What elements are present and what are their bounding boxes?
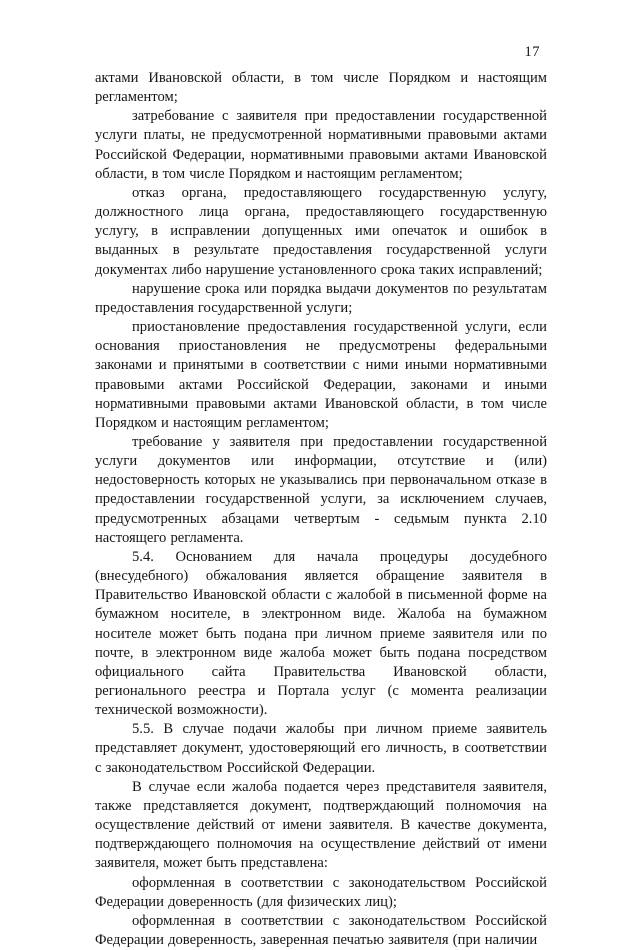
paragraph: затребование с заявителя при предоставлении государственной услуги платы, не предусмотренной нормативными правовыми актами Российской Федерации, нормативными правовыми актами Ивановской области, в том числе Порядком и настоящим регламентом;	[95, 108, 547, 182]
paragraph: требование у заявителя при предоставлении государственной услуги документов или информации, отсутствие и (или) недостоверность которых не указывались при первоначальном отказе в предоставлении государственной услуги, за исключением случаев, предусмотренных абзацами четвертым - седьмым пункта 2.10 настоящего регламента.	[95, 433, 547, 546]
paragraph: 5.5. В случае подачи жалобы при личном приеме заявитель представляет документ, удостоверяющий его личность, в соответствии с законодательством Российской Федерации.	[95, 721, 547, 776]
paragraph: нарушение срока или порядка выдачи документов по результатам предоставления государственной услуги;	[95, 280, 547, 316]
document-body	[95, 69, 547, 950]
page-number: 17	[524, 44, 540, 60]
paragraph: В случае если жалоба подается через представителя заявителя, также представляется документ, подтверждающий полномочия на осуществление действий от имени заявителя. В качестве документа, подтверждающего полномочия на осуществление действий от имени заявителя, может быть представлена:	[95, 778, 547, 872]
paragraph: 5.4. Основанием для начала процедуры досудебного (внесудебного) обжалования является обращение заявителя в Правительство Ивановской области с жалобой в письменной форме на бумажном носителе, в электронном виде. Жалоба на бумажном носителе может быть подана при личном приеме заявителя или по почте, в электронном виде жалоба может быть подана посредством официального сайта Правительства Ивановской области, регионального реестра и Портала услуг (с момента реализации технической возможности).	[95, 548, 547, 719]
paragraph: отказ органа, предоставляющего государственную услугу, должностного лица органа, предоставляющего государственную услугу, в исправлении допущенных ими опечаток и ошибок в выданных в результате предоставления государственной услуги документах либо нарушение установленного срока таких исправлений;	[95, 184, 547, 278]
paragraph: актами Ивановской области, в том числе Порядком и настоящим регламентом;	[95, 70, 547, 106]
paragraph: приостановление предоставления государственной услуги, если основания приостановления не предусмотрены федеральными законами и принятыми в соответствии с ними иными нормативными правовыми актами Российской Федерации, законами и иными нормативными правовыми актами Ивановской области, в том числе Порядком и настоящим регламентом;	[95, 319, 547, 431]
paragraph: оформленная в соответствии с законодательством Российской Федерации доверенность, заверенная печатью заявителя (при наличии	[95, 912, 547, 949]
paragraph: оформленная в соответствии с законодательством Российской Федерации доверенность (для физических лиц);	[95, 874, 547, 910]
